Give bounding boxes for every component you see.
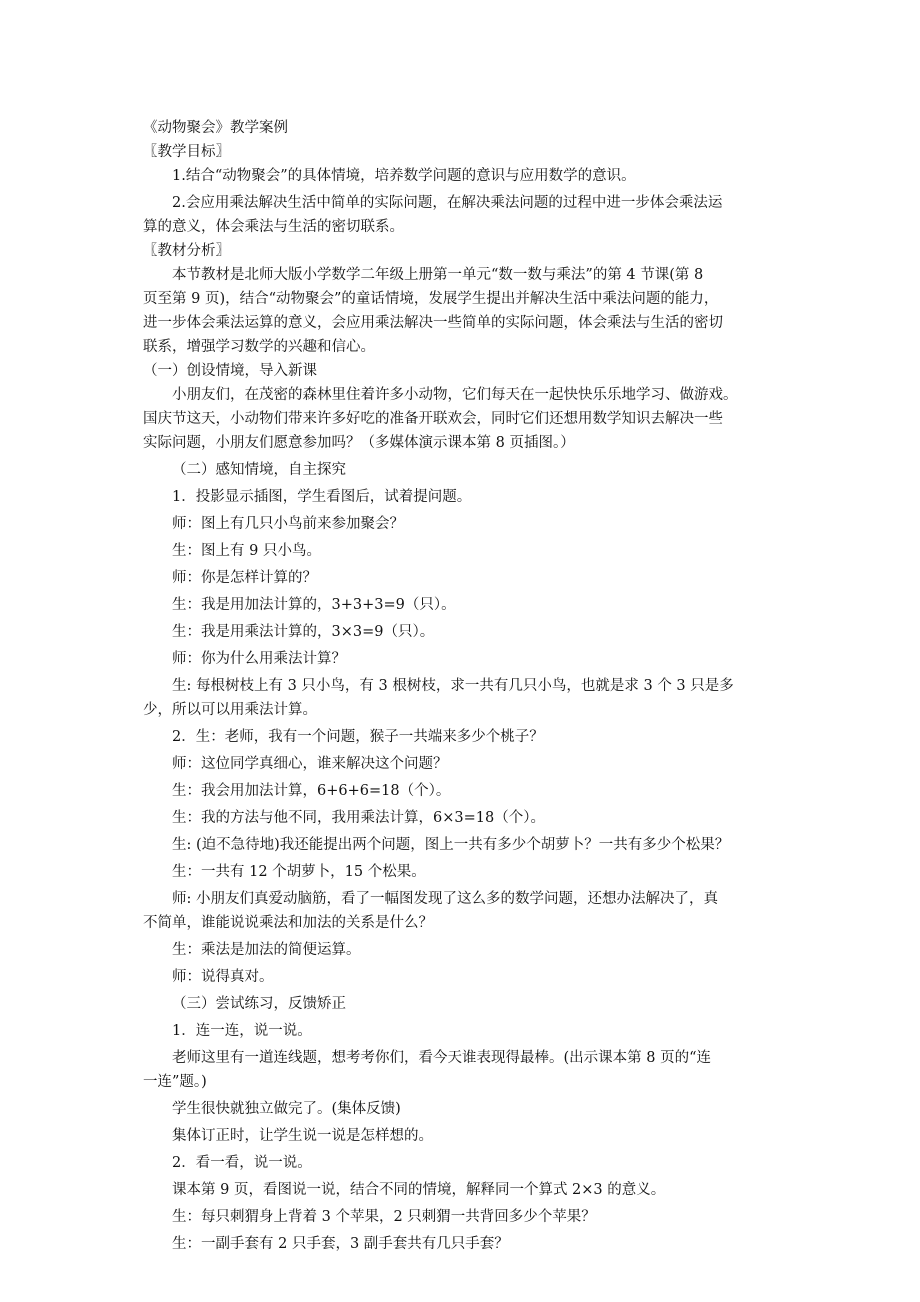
part-2-line-12: 生：我的方法与他不同，我用乘法计算，6×3=18（个）。: [172, 810, 545, 826]
analysis-line-2: 页至第 9 页)，结合“动物聚会”的童话情境，发展学生提出并解决生活中乘法问题的能力，: [143, 291, 719, 307]
goals-heading: 〖教学目标〗: [143, 144, 230, 160]
part-2-line-15a: 师: 小朋友们真爱动脑筋，看了一幅图发现了这么多的数学问题，还想办法解决了，真: [172, 891, 718, 907]
part-2-line-5: 生：我是用加法计算的，3+3+3=9（只）。: [172, 597, 456, 613]
part-3-heading: （三）尝试练习，反馈矫正: [172, 996, 346, 1012]
part-2-line-14: 生：一共有 12 个胡萝卜，15 个松果。: [172, 864, 426, 880]
goal-2-line-2: 算的意义，体会乘法与生活的密切联系。: [143, 219, 404, 235]
document-page: [143, 116, 783, 1256]
doc-title: 《动物聚会》教学案例: [143, 120, 288, 136]
part-2-line-3: 生：图上有 9 只小鸟。: [172, 543, 321, 559]
part-3-line-5: 2．看一看，说一说。: [172, 1155, 312, 1171]
part-2-line-1: 1．投影显示插图，学生看图后，试着提问题。: [172, 489, 472, 505]
part-2-line-16: 生：乘法是加法的简便运算。: [172, 942, 361, 958]
part-1-line-2: 国庆节这天，小动物们带来许多好吃的准备开联欢会，同时它们还想用数学知识去解决一些: [143, 411, 723, 427]
goal-2-line-1: 2.会应用乘法解决生活中简单的实际问题，在解决乘法问题的过程中进一步体会乘法运: [172, 195, 723, 211]
analysis-heading: 〖教材分析〗: [143, 243, 230, 259]
part-3-line-1: 1．连一连，说一说。: [172, 1023, 312, 1039]
part-3-line-6: 课本第 9 页，看图说一说，结合不同的情境，解释同一个算式 2×3 的意义。: [172, 1182, 666, 1198]
part-2-line-13: 生: (迫不急待地)我还能提出两个问题，图上一共有多少个胡萝卜？一共有多少个松果？: [172, 837, 730, 853]
part-3-line-8: 生：一副手套有 2 只手套，3 副手套共有几只手套？: [172, 1236, 509, 1252]
part-2-line-15b: 不简单，谁能说说乘法和加法的关系是什么？: [143, 915, 433, 931]
part-2-line-9: 2．生：老师，我有一个问题，猴子一共端来多少个桃子？: [172, 729, 544, 745]
part-3-line-4: 集体订正时，让学生说一说是怎样想的。: [172, 1128, 433, 1144]
part-2-line-17: 师：说得真对。: [172, 969, 274, 985]
part-2-line-6: 生：我是用乘法计算的，3×3=9（只）。: [172, 624, 435, 640]
goal-1: 1.结合“动物聚会”的具体情境，培养数学问题的意识与应用数学的意识。: [172, 168, 636, 184]
analysis-line-1: 本节教材是北师大版小学数学二年级上册第一单元“数一数与乘法”的第 4 节课(第 8: [172, 267, 704, 283]
part-1-line-1: 小朋友们，在茂密的森林里住着许多小动物，它们每天在一起快快乐乐地学习、做游戏。: [172, 387, 738, 403]
part-2-line-8b: 少，所以可以用乘法计算。: [143, 702, 317, 718]
part-2-line-4: 师：你是怎样计算的？: [172, 570, 317, 586]
analysis-line-3: 进一步体会乘法运算的意义，会应用乘法解决一些简单的实际问题，体会乘法与生活的密切: [143, 315, 723, 331]
part-2-line-11: 生：我会用加法计算，6+6+6=18（个）。: [172, 783, 451, 799]
part-3-line-2b: 一连”题。): [143, 1074, 207, 1090]
part-2-line-8a: 生: 每根树枝上有 3 只小鸟，有 3 根树枝，求一共有几只小鸟，也就是求 3 个 3 只是多: [172, 678, 734, 694]
analysis-line-4: 联系，增强学习数学的兴趣和信心。: [143, 339, 375, 355]
part-1-line-3: 实际问题，小朋友们愿意参加吗？（多媒体演示课本第 8 页插图。）: [143, 435, 575, 451]
part-3-line-3: 学生很快就独立做完了。(集体反馈): [172, 1101, 401, 1117]
part-3-line-2a: 老师这里有一道连线题，想考考你们，看今天谁表现得最棒。(出示课本第 8 页的“连: [172, 1050, 712, 1066]
part-2-line-2: 师：图上有几只小鸟前来参加聚会？: [172, 516, 404, 532]
part-1-heading: （一）创设情境，导入新课: [143, 363, 317, 379]
part-2-line-10: 师：这位同学真细心，谁来解决这个问题？: [172, 756, 448, 772]
part-2-line-7: 师：你为什么用乘法计算？: [172, 651, 346, 667]
part-3-line-7: 生：每只刺猬身上背着 3 个苹果，2 只刺猬一共背回多少个苹果？: [172, 1209, 596, 1225]
part-2-heading: （二）感知情境，自主探究: [172, 462, 346, 478]
